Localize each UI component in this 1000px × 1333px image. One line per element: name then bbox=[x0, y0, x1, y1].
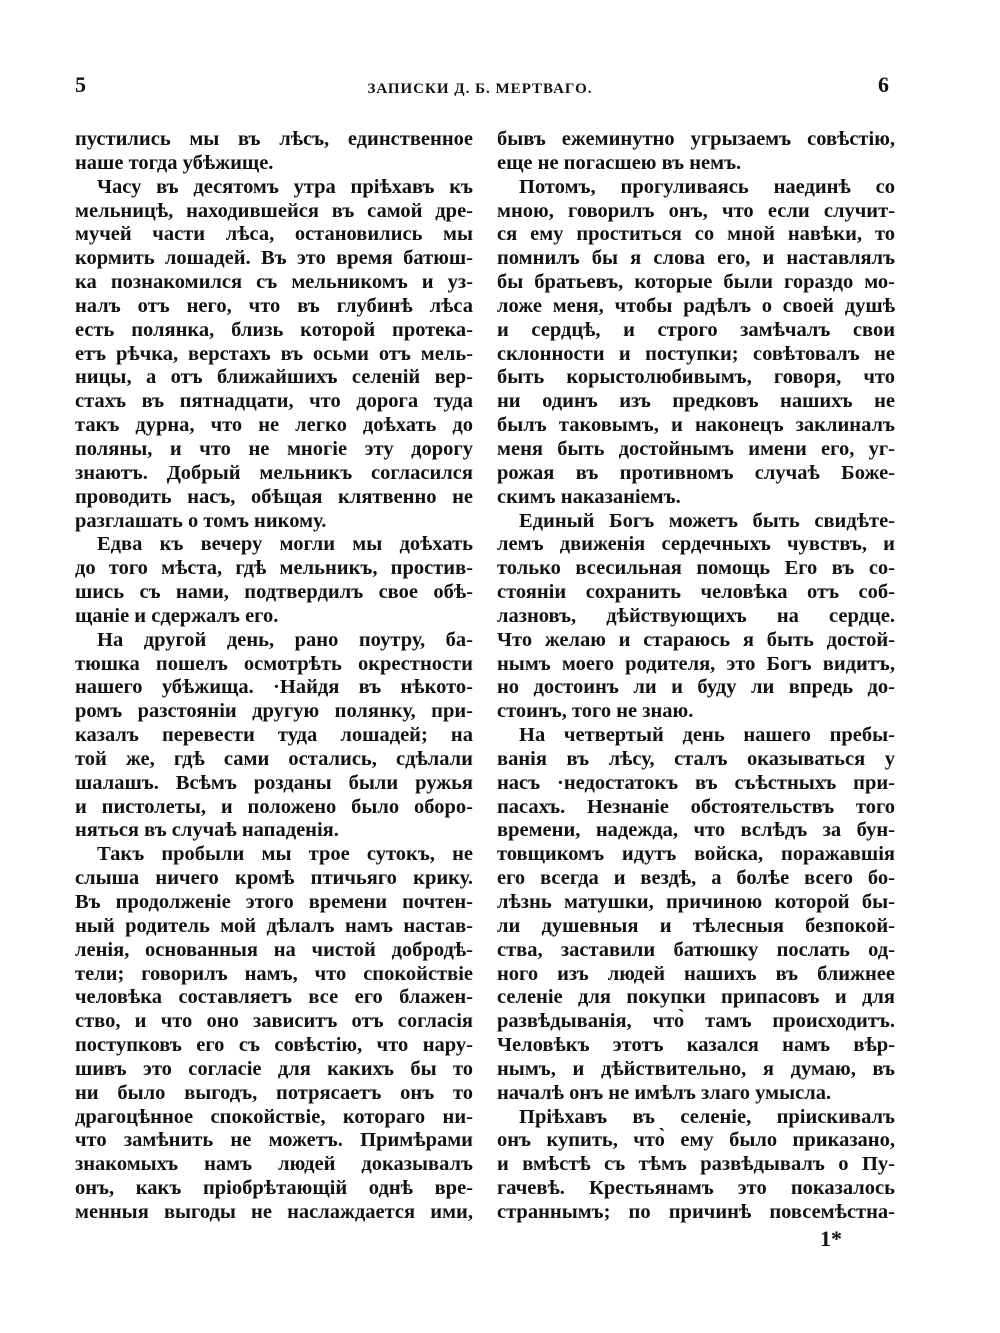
text-line: нашего убѣжища. ·Найдя въ нѣкото- bbox=[75, 676, 473, 699]
paragraph bbox=[497, 128, 895, 176]
page-number-right: 6 bbox=[878, 72, 889, 97]
paragraph bbox=[497, 1106, 895, 1225]
text-line: казалъ перевести туда лошадей; на bbox=[75, 724, 473, 747]
page-number-left: 5 bbox=[75, 72, 86, 97]
text-line: его всегда и вездѣ, а болѣе всего бо- bbox=[497, 867, 895, 890]
signature-mark: 1* bbox=[820, 1226, 842, 1251]
text-line: лазновъ, дѣйствующихъ на сердце. bbox=[497, 604, 895, 627]
text-line: налъ отъ него, что въ глубинѣ лѣса bbox=[75, 294, 473, 317]
text-line: кормить лошадей. Въ это время батюш- bbox=[75, 247, 473, 270]
text-line: ства, заставили батюшку послать од- bbox=[497, 938, 895, 961]
text-line: Потомъ, прогуливаясь наединѣ со bbox=[519, 175, 895, 198]
text-line: знакомыхъ намъ людей доказывалъ bbox=[75, 1153, 473, 1176]
text-line: ленія, основанныя на чистой добродѣ- bbox=[75, 938, 473, 961]
text-line: ни было выгодъ, потрясаетъ онъ то bbox=[75, 1081, 473, 1104]
text-line: поляны, и что не многіе эту дорогу bbox=[75, 437, 473, 460]
text-line: товщикомъ идутъ войска, поражавшія bbox=[497, 843, 895, 866]
text-line: ся ему проститься со мной навѣки, то bbox=[497, 223, 895, 246]
text-line: помнилъ бы я слова его, и наставлялъ bbox=[497, 247, 895, 270]
text-line: что замѣнить не можетъ. Примѣрами bbox=[75, 1129, 473, 1152]
text-line: шись съ нами, подтвердилъ свое обѣ- bbox=[75, 581, 473, 604]
text-line: и пистолеты, и положено было оборо- bbox=[75, 795, 473, 818]
text-line: бывъ ежеминутно угрызаемъ совѣстію, bbox=[497, 128, 895, 150]
text-line: такъ дурна, что не легко доѣхать до bbox=[75, 414, 473, 437]
text-line: Такъ пробыли мы трое сутокъ, не bbox=[97, 843, 473, 866]
running-title: ЗАПИСКИ Д. Б. МЕРТВАГО. bbox=[367, 81, 593, 97]
text-line: меня быть достойнымъ имени его, уг- bbox=[497, 437, 895, 460]
text-line: проводить насъ, обѣщая клятвенно не bbox=[75, 485, 473, 508]
text-line: быть корыстолюбивымъ, говоря, что bbox=[497, 366, 895, 389]
text-line: скимъ наказаніемъ. bbox=[497, 485, 681, 508]
text-line: бы братьевъ, которые были гораздо мо- bbox=[497, 271, 895, 294]
text-line: стахъ въ пятнадцати, что дорога туда bbox=[75, 390, 473, 413]
text-line: той же, гдѣ сами остались, сдѣлали bbox=[75, 747, 473, 770]
text-line: ный родитель мой дѣлалъ намъ настав- bbox=[75, 914, 473, 937]
text-line: только всесильная помощь Его въ со- bbox=[497, 557, 895, 580]
text-line: развѣдыванія, что̀ тамъ происходитъ. bbox=[497, 1010, 895, 1033]
text-line: пасахъ. Незнаніе обстоятельствъ того bbox=[497, 795, 895, 818]
text-line: Пріѣхавъ въ селеніе, пріискивалъ bbox=[519, 1105, 895, 1128]
text-line: но достоинъ ли и буду ли впредь до- bbox=[497, 676, 895, 699]
text-line: мельницѣ, находившейся въ самой дре- bbox=[75, 199, 473, 222]
text-line: шалашъ. Всѣмъ розданы были ружья bbox=[75, 771, 473, 794]
text-line: Въ продолженіе этого времени почтен- bbox=[75, 891, 473, 913]
text-line: поступковъ его съ совѣстію, что нару- bbox=[75, 1034, 473, 1057]
text-line: Человѣкъ этотъ казался намъ вѣр- bbox=[497, 1034, 895, 1057]
text-line: ложе меня, чтобы радѣлъ о своей душѣ bbox=[497, 294, 895, 317]
text-line: На другой день, рано поутру, ба- bbox=[97, 628, 473, 651]
text-column-right bbox=[497, 128, 895, 1225]
text-line: рожая въ противномъ случаѣ Боже- bbox=[497, 461, 895, 484]
text-line: ство, и что оно зависитъ отъ согласія bbox=[75, 1010, 473, 1033]
text-line: тюшка пошелъ осмотрѣть окрестности bbox=[75, 652, 473, 675]
text-line: лемъ движенія сердечныхъ чувствъ, и bbox=[497, 533, 895, 556]
text-line: пустились мы въ лѣсъ, единственное bbox=[75, 128, 473, 150]
text-line: еще не погасшею въ немъ. bbox=[497, 151, 742, 174]
text-line: ванія въ лѣсу, сталъ оказываться у bbox=[497, 747, 895, 770]
paragraph bbox=[75, 176, 473, 534]
text-line: ницы, а отъ ближайшихъ селеній вер- bbox=[75, 366, 473, 389]
text-line: есть полянка, близь которой протека- bbox=[75, 318, 473, 341]
text-line: ли душевныя и тѣлесныя безпокой- bbox=[497, 914, 895, 937]
text-line: времени, надежда, что вслѣдъ за бун- bbox=[497, 819, 895, 842]
text-line: наше тогда убѣжище. bbox=[75, 151, 274, 174]
paragraph bbox=[497, 724, 895, 1106]
text-line: страннымъ; по причинѣ повсемѣстна- bbox=[497, 1200, 895, 1223]
text-line: Что желаю и стараюсь я быть достой- bbox=[497, 628, 895, 651]
text-line: ромъ разстояніи другую полянку, при- bbox=[75, 700, 473, 723]
paragraph bbox=[75, 843, 473, 1225]
text-line: Часу въ десятомъ утра пріѣхавъ къ bbox=[97, 175, 473, 198]
text-line: былъ таковымъ, и наконецъ заклиналъ bbox=[497, 414, 895, 437]
text-line: онъ купить, что̀ ему было приказано, bbox=[497, 1129, 895, 1152]
text-line: стояніи сохранить человѣка отъ соб- bbox=[497, 581, 895, 604]
paragraph bbox=[497, 176, 895, 510]
text-line: селеніе для покупки припасовъ и для bbox=[497, 986, 895, 1009]
text-line: слыша ничего кромѣ птичьяго крику. bbox=[75, 867, 473, 890]
text-line: ка познакомился съ мельникомъ и уз- bbox=[75, 271, 473, 294]
text-line: онъ, какъ пріобрѣтающій однѣ вре- bbox=[75, 1177, 473, 1200]
text-line: до того мѣста, гдѣ мельникъ, простив- bbox=[75, 557, 473, 580]
text-line: стоинъ, того не знаю. bbox=[497, 700, 694, 723]
text-line: насъ ·недостатокъ въ съѣстныхъ при- bbox=[497, 771, 895, 794]
text-line: етъ рѣчка, верстахъ въ осьми отъ мель- bbox=[75, 342, 473, 365]
text-line: шивъ это согласіе для какихъ бы то bbox=[75, 1057, 473, 1080]
paragraph bbox=[497, 510, 895, 725]
text-line: мною, говорилъ онъ, что если случит- bbox=[497, 199, 895, 222]
paragraph bbox=[75, 533, 473, 628]
text-column-left bbox=[75, 128, 473, 1225]
text-line: щаніе и сдержалъ его. bbox=[75, 604, 279, 627]
text-line: ного изъ людей нашихъ въ ближнее bbox=[497, 962, 895, 985]
text-line: человѣка составляетъ все его блажен- bbox=[75, 986, 473, 1009]
text-line: Единый Богъ можетъ быть свидѣте- bbox=[519, 509, 895, 532]
text-line: мучей части лѣса, остановились мы bbox=[75, 223, 473, 246]
text-line: нымъ, и дѣйствительно, я думаю, въ bbox=[497, 1057, 895, 1080]
text-line: знаютъ. Добрый мельникъ согласился bbox=[75, 461, 473, 484]
text-line: Едва къ вечеру могли мы доѣхать bbox=[97, 533, 473, 556]
text-line: нымъ моего родителя, это Богъ видитъ, bbox=[497, 652, 895, 675]
text-line: и вмѣстѣ съ тѣмъ развѣдывалъ о Пу- bbox=[497, 1153, 895, 1176]
text-line: На четвертый день нашего пребы- bbox=[519, 724, 895, 747]
text-line: тели; говорилъ намъ, что спокойствіе bbox=[75, 962, 473, 985]
text-line: менныя выгоды не наслаждается ими, bbox=[75, 1200, 473, 1223]
paragraph bbox=[75, 629, 473, 844]
text-line: разглашать о томъ никому. bbox=[75, 509, 327, 532]
text-line: ни одинъ изъ предковъ нашихъ не bbox=[497, 390, 895, 413]
text-line: лѣзнь матушки, причиною которой бы- bbox=[497, 891, 895, 913]
text-line: началѣ онъ не имѣлъ злаго умысла. bbox=[497, 1081, 832, 1104]
text-line: склонности и поступки; совѣтовалъ не bbox=[497, 342, 895, 365]
paragraph bbox=[75, 128, 473, 176]
text-line: няться въ случаѣ нападенія. bbox=[75, 819, 339, 842]
text-line: и сердцѣ, и строго замѣчалъ свои bbox=[497, 318, 895, 341]
text-line: гачевѣ. Крестьянамъ это показалось bbox=[497, 1177, 895, 1200]
text-line: драгоцѣнное спокойствіе, котораго ни- bbox=[75, 1105, 473, 1128]
